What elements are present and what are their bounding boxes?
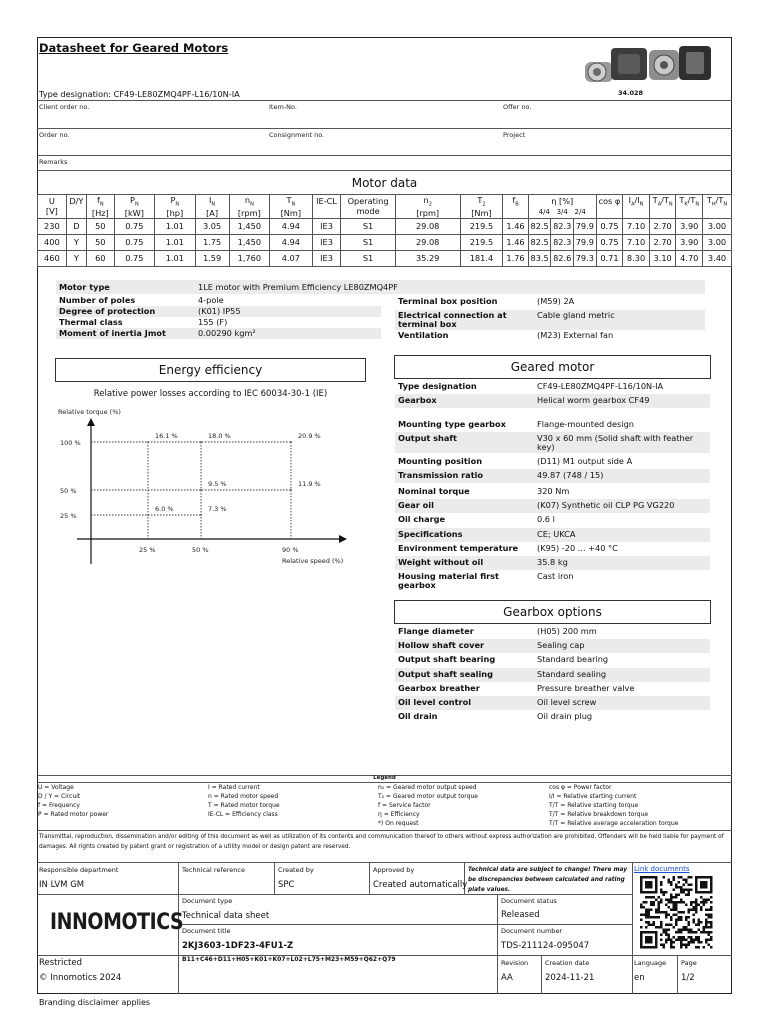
branding-disclaimer: Branding disclaimer applies [39, 998, 151, 1007]
offer-no-label: Offer no. [503, 103, 532, 111]
col-header: Operating mode [341, 195, 395, 219]
row-key: Number of poles [59, 295, 136, 305]
legend-item: η = Efficiency [378, 811, 420, 818]
row-key: Electrical connection at terminal box [398, 310, 507, 329]
legend-item: U = Voltage [38, 784, 74, 791]
row-value: 320 Nm [537, 486, 570, 496]
row-value: (K95) -20 ... +40 °C [537, 543, 618, 553]
col-header: $T_N$ [Nm] [270, 195, 313, 219]
row-key: Mounting position [398, 456, 483, 466]
doc-number-value: TDS-211124-095047 [501, 941, 590, 951]
table-cell: 7.10 [623, 218, 650, 234]
col-header: $I_A/I_N$ [623, 195, 650, 219]
row-value: 4-pole [198, 295, 224, 305]
table-cell: 35.29 [395, 250, 460, 266]
tech-note: Technical data are subject to change! There may be discrepancies between calculated and rating plate values. [468, 867, 628, 893]
legend-item: cos φ = Power factor [549, 784, 612, 791]
row-value: Oil level screw [537, 697, 597, 707]
y-axis-arrow [87, 418, 95, 426]
y-tick-label: 25 % [60, 512, 77, 520]
data-label: 20.9 % [298, 432, 321, 440]
table-cell: 1.46 [503, 234, 529, 250]
x-tick-label: 90 % [282, 546, 299, 554]
row-value: 35.8 kg [537, 557, 568, 567]
table-cell: 230 [38, 218, 67, 234]
table-cell: 82.5 [528, 234, 551, 250]
table-cell: S1 [341, 218, 395, 234]
row-key: Hollow shaft cover [398, 640, 485, 651]
legend-item: T/T = Relative starting torque [549, 802, 639, 809]
revision-value: AA [501, 973, 513, 983]
row-value: Helical worm gearbox CF49 [537, 395, 650, 405]
row-value: (K01) IP55 [198, 306, 241, 316]
table-cell: 0.71 [596, 250, 623, 266]
legend-item: I/I = Relative starting current [549, 793, 637, 800]
data-point [290, 441, 292, 443]
col-header: $T_A/T_N$ [649, 195, 676, 219]
page-label: Page [681, 959, 697, 967]
data-label: 6.0 % [155, 505, 174, 513]
row-value: 0.00290 kgm² [198, 328, 256, 338]
row-value: (D11) M1 output side A [537, 456, 633, 466]
creation-date-label: Creation date [545, 959, 590, 967]
table-cell: 60 [86, 250, 114, 266]
row-key: Oil level control [398, 697, 472, 707]
doc-title-label: Document title [182, 927, 231, 935]
table-cell: 4.70 [676, 250, 703, 266]
table-cell: 29.08 [395, 234, 460, 250]
table-cell: 50 [86, 218, 114, 234]
legend-item: T/T = Relative average acceleration torque [549, 820, 679, 827]
qr-code[interactable] [640, 876, 718, 950]
row-value: 155 (F) [198, 317, 228, 327]
col-header: $P_N$ [hp] [155, 195, 195, 219]
table-row [38, 234, 732, 250]
row-value: 0.6 l [537, 514, 555, 524]
resp-dept-value: IN LVM GM [39, 880, 85, 890]
type-designation: Type designation: CF49-LE80ZMQ4PF-L16/10N-IA [39, 89, 240, 99]
page-title: Datasheet for Geared Motors [39, 41, 229, 55]
table-header-row [38, 195, 732, 219]
data-label: 9.5 % [208, 480, 227, 488]
table-cell: 1.01 [155, 234, 195, 250]
row-key: Terminal box position [398, 296, 498, 306]
disclaimer: Transmittal, reproduction, dissemination and/or editing of this document as well as utilization of its contents and communication thereof to others without express authorization are prohibited. Offenders will be held liable for payment of damages. All rights created by patent grant or registration of a utility model or design patent are reserved. [39, 834, 724, 850]
doc-type-value: Technical data sheet [182, 911, 270, 921]
col-header: $P_N$ [kW] [114, 195, 154, 219]
gearbox-options-title: Gearbox options [394, 600, 711, 624]
table-cell: D [66, 218, 86, 234]
legend-col-1 [38, 783, 108, 819]
legend-col-2 [208, 783, 280, 819]
x-tick-label: 25 % [139, 546, 156, 554]
data-point [200, 441, 202, 443]
row-value: CF49-LE80ZMQ4PF-L16/10N-IA [537, 381, 664, 391]
table-cell: Y [66, 234, 86, 250]
table-cell: IE3 [312, 234, 341, 250]
tech-ref-label: Technical reference [182, 866, 245, 874]
table-cell: 460 [38, 250, 67, 266]
table-cell: 83.5 [528, 250, 551, 266]
table-cell: 82.3 [551, 218, 574, 234]
row-key: Weight without oil [398, 557, 484, 567]
approved-by-label: Approved by [373, 866, 415, 874]
table-cell: 79.9 [574, 234, 597, 250]
table-cell: IE3 [312, 218, 341, 234]
row-value: Standard sealing [537, 668, 607, 679]
page-value: 1/2 [681, 973, 695, 983]
table-cell: 1.76 [503, 250, 529, 266]
row-value: 49.87 (748 / 15) [537, 470, 604, 480]
created-by-label: Created by [278, 866, 314, 874]
col-header: U [V] [38, 195, 67, 219]
col-header: $I_N$ [A] [195, 195, 229, 219]
row-key: Gear oil [398, 500, 434, 510]
table-cell: 1.75 [195, 234, 229, 250]
row-key: Output shaft bearing [398, 654, 496, 665]
remarks-label: Remarks [39, 158, 68, 166]
table-cell: S1 [341, 250, 395, 266]
legend-item: n₂ = Geared motor output speed [378, 784, 477, 791]
efficiency-chart [37, 404, 367, 574]
table-cell: IE3 [312, 250, 341, 266]
col-header: IE-CL [312, 195, 341, 219]
table-cell: 0.75 [114, 250, 154, 266]
table-cell: 0.75 [596, 234, 623, 250]
col-header: $f_N$ [Hz] [86, 195, 114, 219]
created-by-value: SPC [278, 880, 295, 890]
table-cell: 8.30 [623, 250, 650, 266]
table-cell: 1.59 [195, 250, 229, 266]
order-no-label: Order no. [39, 131, 70, 139]
row-key: Ventilation [398, 330, 449, 340]
row-value: CE; UKCA [537, 529, 576, 539]
doc-type-label: Document type [182, 897, 233, 905]
row-key: Degree of protection [59, 306, 156, 316]
row-key: Specifications [398, 529, 463, 539]
row-value: Standard bearing [537, 654, 609, 665]
data-point [147, 441, 149, 443]
data-point [200, 489, 202, 491]
data-label: 11.9 % [298, 480, 321, 488]
row-key: Environment temperature [398, 543, 519, 553]
row-key: Gearbox [398, 395, 437, 405]
doc-title-value: 2KJ3603-1DF23-4FU1-Z [182, 941, 294, 951]
col-header: $f_B$ [503, 195, 529, 219]
table-cell: 0.75 [114, 234, 154, 250]
table-cell: 1.01 [155, 218, 195, 234]
col-header: cos φ [596, 195, 623, 219]
product-image [583, 40, 713, 90]
table-cell: 4.07 [270, 250, 313, 266]
doc-status-value: Released [501, 910, 540, 920]
row-key: Output shaft sealing [398, 668, 493, 679]
row-value: (M59) 2A [537, 296, 575, 306]
data-point [200, 514, 202, 516]
row-key: Nominal torque [398, 486, 470, 496]
table-cell: 1.01 [155, 250, 195, 266]
y-tick-label: 50 % [60, 487, 77, 495]
row-value: Cable gland metric [537, 310, 615, 320]
table-row [38, 250, 732, 266]
table-cell: 4.94 [270, 218, 313, 234]
table-cell: 3.40 [703, 250, 732, 266]
legend-col-3 [378, 783, 478, 828]
legend-item: I = Rated current [208, 784, 260, 791]
col-header: $n_N$ [rpm] [229, 195, 269, 219]
motor-data-table [37, 194, 732, 267]
table-cell: 82.5 [528, 218, 551, 234]
table-cell: 181.4 [460, 250, 503, 266]
legend-item: D / Y = Circuit [38, 793, 81, 800]
image-caption: 34.028 [618, 89, 644, 97]
data-label: 18.0 % [208, 432, 231, 440]
revision-label: Revision [501, 959, 529, 967]
client-order-label: Client order no. [39, 103, 90, 111]
table-cell: 1,760 [229, 250, 269, 266]
row-value: (K07) Synthetic oil CLP PG VG220 [537, 500, 675, 510]
data-point [147, 514, 149, 516]
col-header: $T_K/T_N$ [676, 195, 703, 219]
legend-item: T/T = Relative breakdown torque [549, 811, 649, 818]
legend-item: IE-CL = Efficiency class [208, 811, 278, 818]
y-tick-label: 100 % [60, 439, 81, 447]
language-label: Language [634, 959, 667, 967]
data-label: 16.1 % [155, 432, 178, 440]
motor-type-value: 1LE motor with Premium Efficiency LE80ZMQ4PF [198, 282, 398, 292]
table-cell: 50 [86, 234, 114, 250]
table-cell: Y [66, 250, 86, 266]
table-cell: 79.9 [574, 218, 597, 234]
row-value: V30 x 60 mm (Solid shaft with feather key) [537, 433, 694, 452]
data-label: 7.3 % [208, 505, 227, 513]
link-documents[interactable]: Link documents [634, 865, 690, 873]
table-cell: 1.46 [503, 218, 529, 234]
table-cell: S1 [341, 234, 395, 250]
legend-item: P = Rated motor power [38, 811, 109, 818]
row-value: Oil drain plug [537, 711, 593, 722]
table-cell: 0.75 [596, 218, 623, 234]
table-cell: 219.5 [460, 234, 503, 250]
table-cell: 82.6 [551, 250, 574, 266]
col-header: $T_H/T_N$ [703, 195, 732, 219]
table-cell: 3.10 [649, 250, 676, 266]
legend-item: n = Rated motor speed [208, 793, 279, 800]
table-cell: 82.3 [551, 234, 574, 250]
item-no-label: Item-No. [269, 103, 297, 111]
legend-col-4 [549, 783, 678, 828]
legend-title: Legend [373, 775, 396, 781]
legend-item: T₂ = Geared motor output torque [378, 793, 478, 800]
row-value: (H05) 200 mm [537, 626, 597, 636]
table-cell: 3.00 [703, 234, 732, 250]
table-cell: 2.70 [649, 234, 676, 250]
row-key: Transmission ratio [398, 470, 484, 480]
row-value: (M23) External fan [537, 330, 614, 340]
table-cell: 1,450 [229, 218, 269, 234]
row-key: Flange diameter [398, 626, 474, 636]
energy-subtitle: Relative power losses according to IEC 60034-30-1 (IE) [93, 389, 328, 399]
table-cell: 3.90 [676, 218, 703, 234]
row-key: Gearbox breather [398, 682, 480, 693]
innomotics-logo: INNOMOTICS [50, 910, 184, 935]
row-key: Type designation [398, 381, 477, 391]
table-cell: 29.08 [395, 218, 460, 234]
doc-status-label: Document status [501, 897, 557, 905]
chart-xlabel: Relative speed (%) [282, 557, 344, 565]
legend-item: f = Service factor [378, 802, 431, 809]
data-point [290, 489, 292, 491]
row-key: Housing material first gearbox [398, 571, 499, 590]
table-cell: 2.70 [649, 218, 676, 234]
row-key: Thermal class [59, 317, 123, 327]
resp-dept-label: Responsible department [39, 866, 119, 874]
motor-type-label: Motor type [59, 282, 110, 292]
table-cell: 3.90 [676, 234, 703, 250]
table-cell: 7.10 [623, 234, 650, 250]
geared-motor-title: Geared motor [394, 355, 711, 379]
col-header: $n_2$ [rpm] [395, 195, 460, 219]
table-cell: 219.5 [460, 218, 503, 234]
table-cell: 79.3 [574, 250, 597, 266]
row-value: Flange-mounted design [537, 419, 634, 429]
legend-item: *) On request [378, 820, 419, 827]
table-cell: 3.05 [195, 218, 229, 234]
x-axis-arrow [339, 535, 347, 543]
x-tick-label: 50 % [192, 546, 209, 554]
col-header: D/Y [66, 195, 86, 219]
row-key: Output shaft [398, 433, 457, 443]
col-header-eta: η [%] 4/4 3/4 2/4 [528, 195, 596, 219]
doc-number-label: Document number [501, 927, 563, 935]
doc-options: B11+C46+D11+H05+K01+K07+L02+L75+M23+M59+Q62+Q79 [182, 956, 396, 963]
row-key: Oil drain [398, 711, 438, 722]
table-cell: 4.94 [270, 234, 313, 250]
approved-by-value: Created automatically [373, 880, 468, 890]
row-key: Moment of inertia Jmot [59, 328, 166, 338]
language-value: en [634, 973, 645, 983]
table-cell: 3.00 [703, 218, 732, 234]
motor-data-title: Motor data [351, 176, 418, 190]
copyright: © Innomotics 2024 [39, 973, 122, 983]
row-value: Pressure breather valve [537, 682, 635, 693]
row-key: Oil charge [398, 514, 446, 524]
project-label: Project [503, 131, 526, 139]
restricted-label: Restricted [39, 958, 83, 968]
table-row [38, 218, 732, 234]
creation-date-value: 2024-11-21 [545, 973, 595, 983]
row-value: Sealing cap [537, 640, 585, 651]
row-key: Mounting type gearbox [398, 419, 506, 429]
table-cell: 0.75 [114, 218, 154, 234]
consignment-label: Consignment no. [269, 131, 325, 139]
col-header: $T_2$ [Nm] [460, 195, 503, 219]
legend-item: T = Rated motor torque [208, 802, 280, 809]
table-cell: 400 [38, 234, 67, 250]
table-cell: 1,450 [229, 234, 269, 250]
energy-efficiency-title: Energy efficiency [55, 358, 366, 382]
row-value: Cast iron [537, 571, 574, 581]
chart-ylabel: Relative torque (%) [58, 408, 121, 416]
legend-item: f = Frequency [38, 802, 80, 809]
